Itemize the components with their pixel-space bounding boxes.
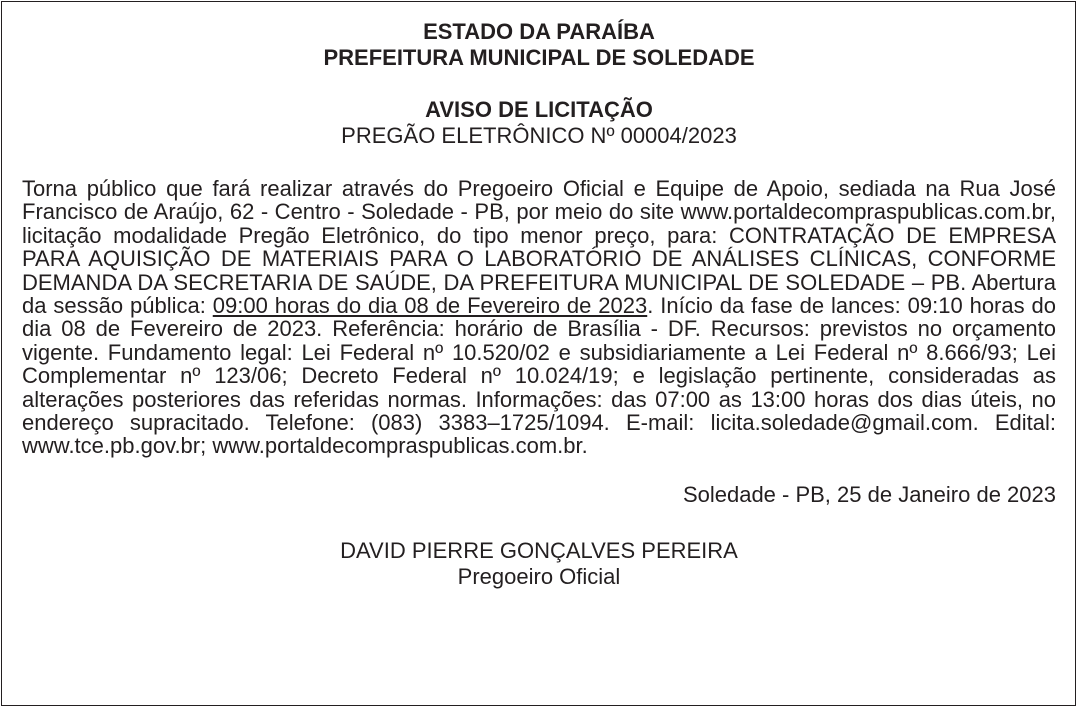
date-line: Soledade - PB, 25 de Janeiro de 2023 [682,481,1056,507]
notice-title: AVISO DE LICITAÇÃO [425,97,653,122]
notice-subtitle: PREGÃO ELETRÔNICO Nº 00004/2023 [341,123,737,148]
body-part-2: . Início da fase de lances: 09:10 horas do dia 08 de Fevereiro de 2023. Referência: horário de Brasília - DF. Recursos: previstos no orçamento vigente. Fundamento legal: Lei Federal nº 10.520/02 e subsidiariamente a Lei Federal nº 8.666/93; Lei Complementar nº 123/06; Decreto Federal nº 10.024/19; e legislação pertinente, consideradas as alterações posteriores das referidas normas. Informações: das 07:00 as 13:00 horas dos dias úteis, no endereço supracitado. Telefone: (083) 3383–1725/1094. E-mail: licita.soledade@gmail.com. Edital: www.tce.pb.gov.br; www.portaldecompraspublicas.com.br. [22,293,1057,459]
signature-block [22,538,1056,590]
signer-role: Pregoeiro Oficial [457,563,621,589]
opening-time: 09:00 horas do dia 08 de Fevereiro de 2023 [212,293,648,319]
municipality-name: PREFEITURA MUNICIPAL DE SOLEDADE [323,45,755,70]
notice-document [22,19,1056,590]
body-part-1: Torna público que fará realizar através do Pregoeiro Oficial e Equipe de Apoio, sediada na Rua José Francisco de Araújo, 62 - Centro - Soledade - PB, por meio do site www.portaldecompraspublicas.com.br, licitação modalidade Pregão Eletrônico, do tipo menor preço, para: CONTRATAÇÃO DE EMPRESA PARA AQUISIÇÃO DE MATERIAIS PARA O LABORATÓRIO DE ANÁLISES CLÍNICAS, CONFORME DEMANDA DA SECRETARIA DE SAÚDE, DA PREFEITURA MUNICIPAL DE SOLEDADE – PB. Abertura da sessão pública: [22,176,1056,319]
header-spacer [22,71,1056,97]
notice-body [22,177,1056,458]
notice-header [22,19,1056,149]
state-name: ESTADO DA PARAÍBA [423,19,655,44]
signer-name: DAVID PIERRE GONÇALVES PEREIRA [340,537,738,563]
